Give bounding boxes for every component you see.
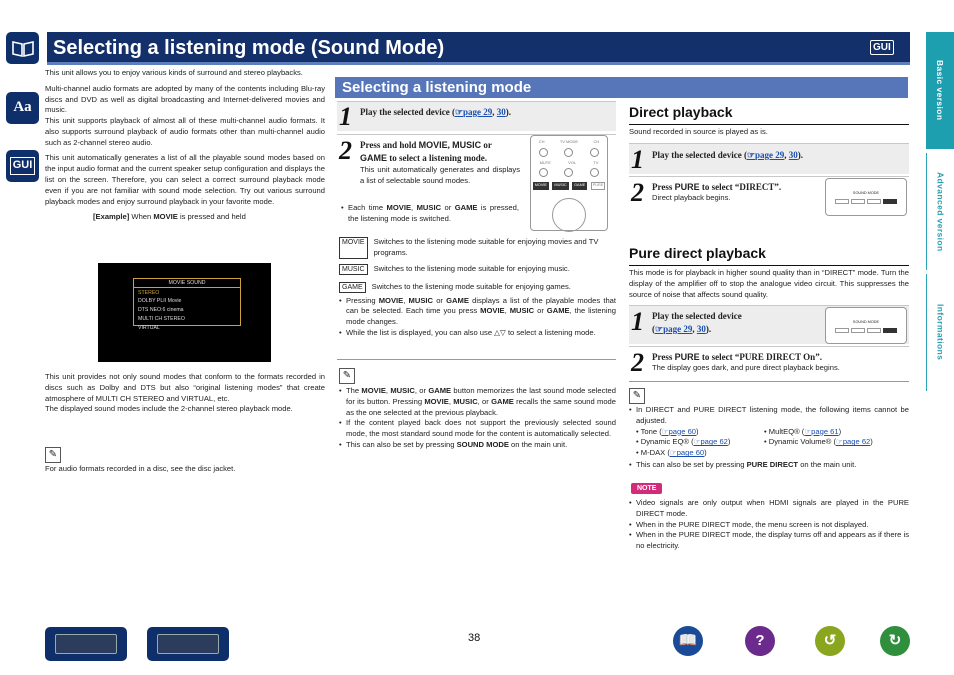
item-dynamic-volume: • Dynamic Volume® (☞page 62) [764,437,873,447]
intro-column-2 [45,372,325,415]
direct-step-2: 2 Press PURE to select “DIRECT”. Direct playback begins. SOUND MODE [629,176,909,217]
direct-step-2-desc: Direct playback begins. [652,193,731,202]
section-title: Selecting a listening mode [335,77,908,98]
pure-direct-heading: Pure direct playback [629,244,909,266]
tag-row-music: MUSIC Switches to the listening mode suitable for enjoying music. [339,264,616,275]
receiver-display-illustration: SOUND MODE [825,307,907,344]
note-badge: NOTE [631,483,662,494]
item-tone: • Tone (☞page 60) [636,426,699,436]
page-title: Selecting a listening mode (Sound Mode) [53,37,445,59]
tag-row-game: GAME Switches to the listening mode suitable for enjoying games. [339,282,616,293]
intro-column [45,68,325,223]
mode-tag-list [339,237,616,339]
contents-book-icon[interactable]: 📖 [673,626,703,656]
pencil-icon: ✎ [45,447,61,463]
book-icon[interactable] [6,32,39,64]
page-number: 38 [468,632,481,644]
item-dynamic-eq: • Dynamic EQ® (☞page 62) [636,437,731,447]
left-note: For audio formats recorded in a disc, see the disc jacket. [45,464,236,473]
game-key: GAME [572,182,587,189]
back-arrow-icon[interactable]: ↺ [815,626,845,656]
intro-p5: This unit provides not only sound modes that conform to the formats recorded in discs such as Dolby and DTS but also “original listening modes” that create atmosphere of MULTI CH STEREO and VIRTUAL, etc. [45,372,325,403]
receiver-display-illustration: SOUND MODE [825,178,907,216]
gui-badge: GUI [870,40,894,55]
tab-informations[interactable]: Informations [926,274,954,391]
item-multeq: • MultEQ® (☞page 61) [764,426,842,436]
intro-p1: This unit allows you to enjoy various kinds of surround and stereo playbacks. [45,68,303,77]
middle-bullets: • Pressing MOVIE, MUSIC or GAME displays a list of the playable modes that can be selected. Each time you press MOVIE, MUSIC or GAME, the listening mode changes. • While the list is displayed, you can also use △▽ to select a listening mode. [339,296,616,339]
page-link-60[interactable]: ☞page 60 [669,448,705,458]
help-question-icon[interactable]: ? [745,626,775,656]
step-2-desc: This unit automatically generates and displays a list of selectable sound modes. [360,165,520,185]
intro-p4: This unit automatically generates a list of all the playable sound modes based on the input audio format and the current speaker setup configuration and displays the list on the screen. Therefore, you can select a correct surround playback mode even if you are not familiar with sound mode selection. Try out various surround playback modes and enjoy surround playback in your favorite mode. [45,153,325,206]
page-link-30[interactable]: 30 [788,150,798,160]
page-title-bar [47,32,910,62]
page-link-30[interactable]: 30 [696,323,706,334]
intro-p2: Multi-channel audio formats are adopted by many of the contents including Blu-ray discs and DVD as well as digital broadcasting and Internet-delivered movies and music. [45,83,325,115]
font-size-icon[interactable]: Aa [6,92,39,124]
intro-p6: The displayed sound modes include the 2-channel stereo playback mode. [45,404,293,414]
tab-advanced-version[interactable]: Advanced version [926,153,954,270]
middle-notes: • The MOVIE, MUSIC, or GAME button memorizes the last sound mode selected for its button. Pressing MOVIE, MUSIC, or GAME recalls the same sound mode as the one selected at the previous playback. • If the content played back does not support the previously selected sound mode, the most standard sound mode for the content is automatically selected. • This can also be set by pressing SOUND MODE on the main unit. [339,386,616,451]
front-panel-button[interactable] [45,627,127,661]
tab-basic-version[interactable]: Basic version [926,32,954,149]
osd-example-screen [98,263,271,362]
direct-step-1: 1 Play the selected device (☞page 29, 30). [629,143,909,174]
pure-step-2-desc: The display goes dark, and pure direct playback begins. [652,363,840,372]
unadjustable-items [629,427,909,459]
osd-list: STEREO DOLBY PLII Movie DTS NEO:6 cinema MULTI CH STEREO VIRTUAL [138,290,185,331]
pure-step-2: 2 Press PURE to select “PURE DIRECT On”. The display goes dark, and pure direct playback begins. [629,346,909,376]
page-link-62[interactable]: ☞page 62 [836,437,871,447]
osd-title: MOVIE SOUND [134,279,240,288]
middle-bullet-1: • Each time MOVIE, MUSIC or GAME is pressed, the listening mode is switched. [341,203,519,225]
display-button[interactable] [147,627,229,661]
intro-p3: This unit supports playback of almost all of these multi-channel audio formats. It also supports surround playback of audio formats other than multi-channel audio such as 2-channel stereo audio. [45,116,325,147]
forward-arrow-icon[interactable]: ↻ [880,626,910,656]
page-link-62[interactable]: ☞page 62 [693,437,728,447]
pencil-icon: ✎ [339,368,355,384]
right-info-notes: • In DIRECT and PURE DIRECT listening mode, the following items cannot be adjusted. • Tone (☞page 60) • MultEQ® (☞page 61) • Dynamic EQ® (☞page 62) • Dynamic Volume® (☞page 62) • M-DAX (☞page 60) • This can also be set by pressing PURE DIRECT on the main unit. [629,405,909,471]
divider [337,359,616,360]
pure-key: PURE [591,182,606,189]
pencil-icon: ✎ [629,388,645,404]
page-link-61[interactable]: ☞page 61 [804,426,839,436]
page-link-29[interactable]: ☞page 29 [454,107,493,117]
direct-playback-heading: Direct playback [629,103,909,125]
pure-direct-desc: This mode is for playback in higher sound quality than in “DIRECT” mode. Turn the display of the amplifier off to stop the analogue video circuit. This suppresses the source of noise that affects sound quality. [629,268,909,299]
item-m-dax: • M-DAX (☞page 60) [636,448,707,458]
pure-step-1: 1 Play the selected device (☞page 29, 30). SOUND MODE [629,305,909,344]
page-link-30[interactable]: 30 [496,107,506,117]
page-link-29[interactable]: ☞page 29 [655,323,693,334]
movie-key: MOVIE [533,182,549,189]
page-link-60[interactable]: ☞page 60 [661,426,697,436]
remote-control-illustration: CH TV MODE CH MUTE VOL TV MOVIE MUSIC GAME PURE [530,135,608,231]
right-notes: • Video signals are only output when HDMI signals are played in the PURE DIRECT mode. • When in the PURE DIRECT mode, the menu screen is not displayed. • When in the PURE DIRECT mode, the display turns off and appears as if there is no electricity. [629,498,909,552]
step-1: 1 Play the selected device (☞page 29, 30). [337,101,616,131]
title-underline [47,62,910,65]
gui-icon[interactable]: GUI [6,150,39,182]
music-key: MUSIC [552,182,568,189]
tag-row-movie: MOVIE Switches to the listening mode suitable for enjoying movies and TV programs. [339,237,616,259]
example-caption: [Example] When MOVIE is pressed and held [93,212,246,222]
step-2: 2 Press and hold MOVIE, MUSIC or GAME to select a listening mode. This unit automatically generates and displays a list of selectable sound modes. CH TV MODE CH MUTE VOL TV MOVIE MUSIC GAME PURE [337,134,616,230]
direct-desc: Sound recorded in source is played as is. [629,127,768,136]
divider [629,381,909,382]
page-link-29[interactable]: ☞page 29 [746,150,785,160]
